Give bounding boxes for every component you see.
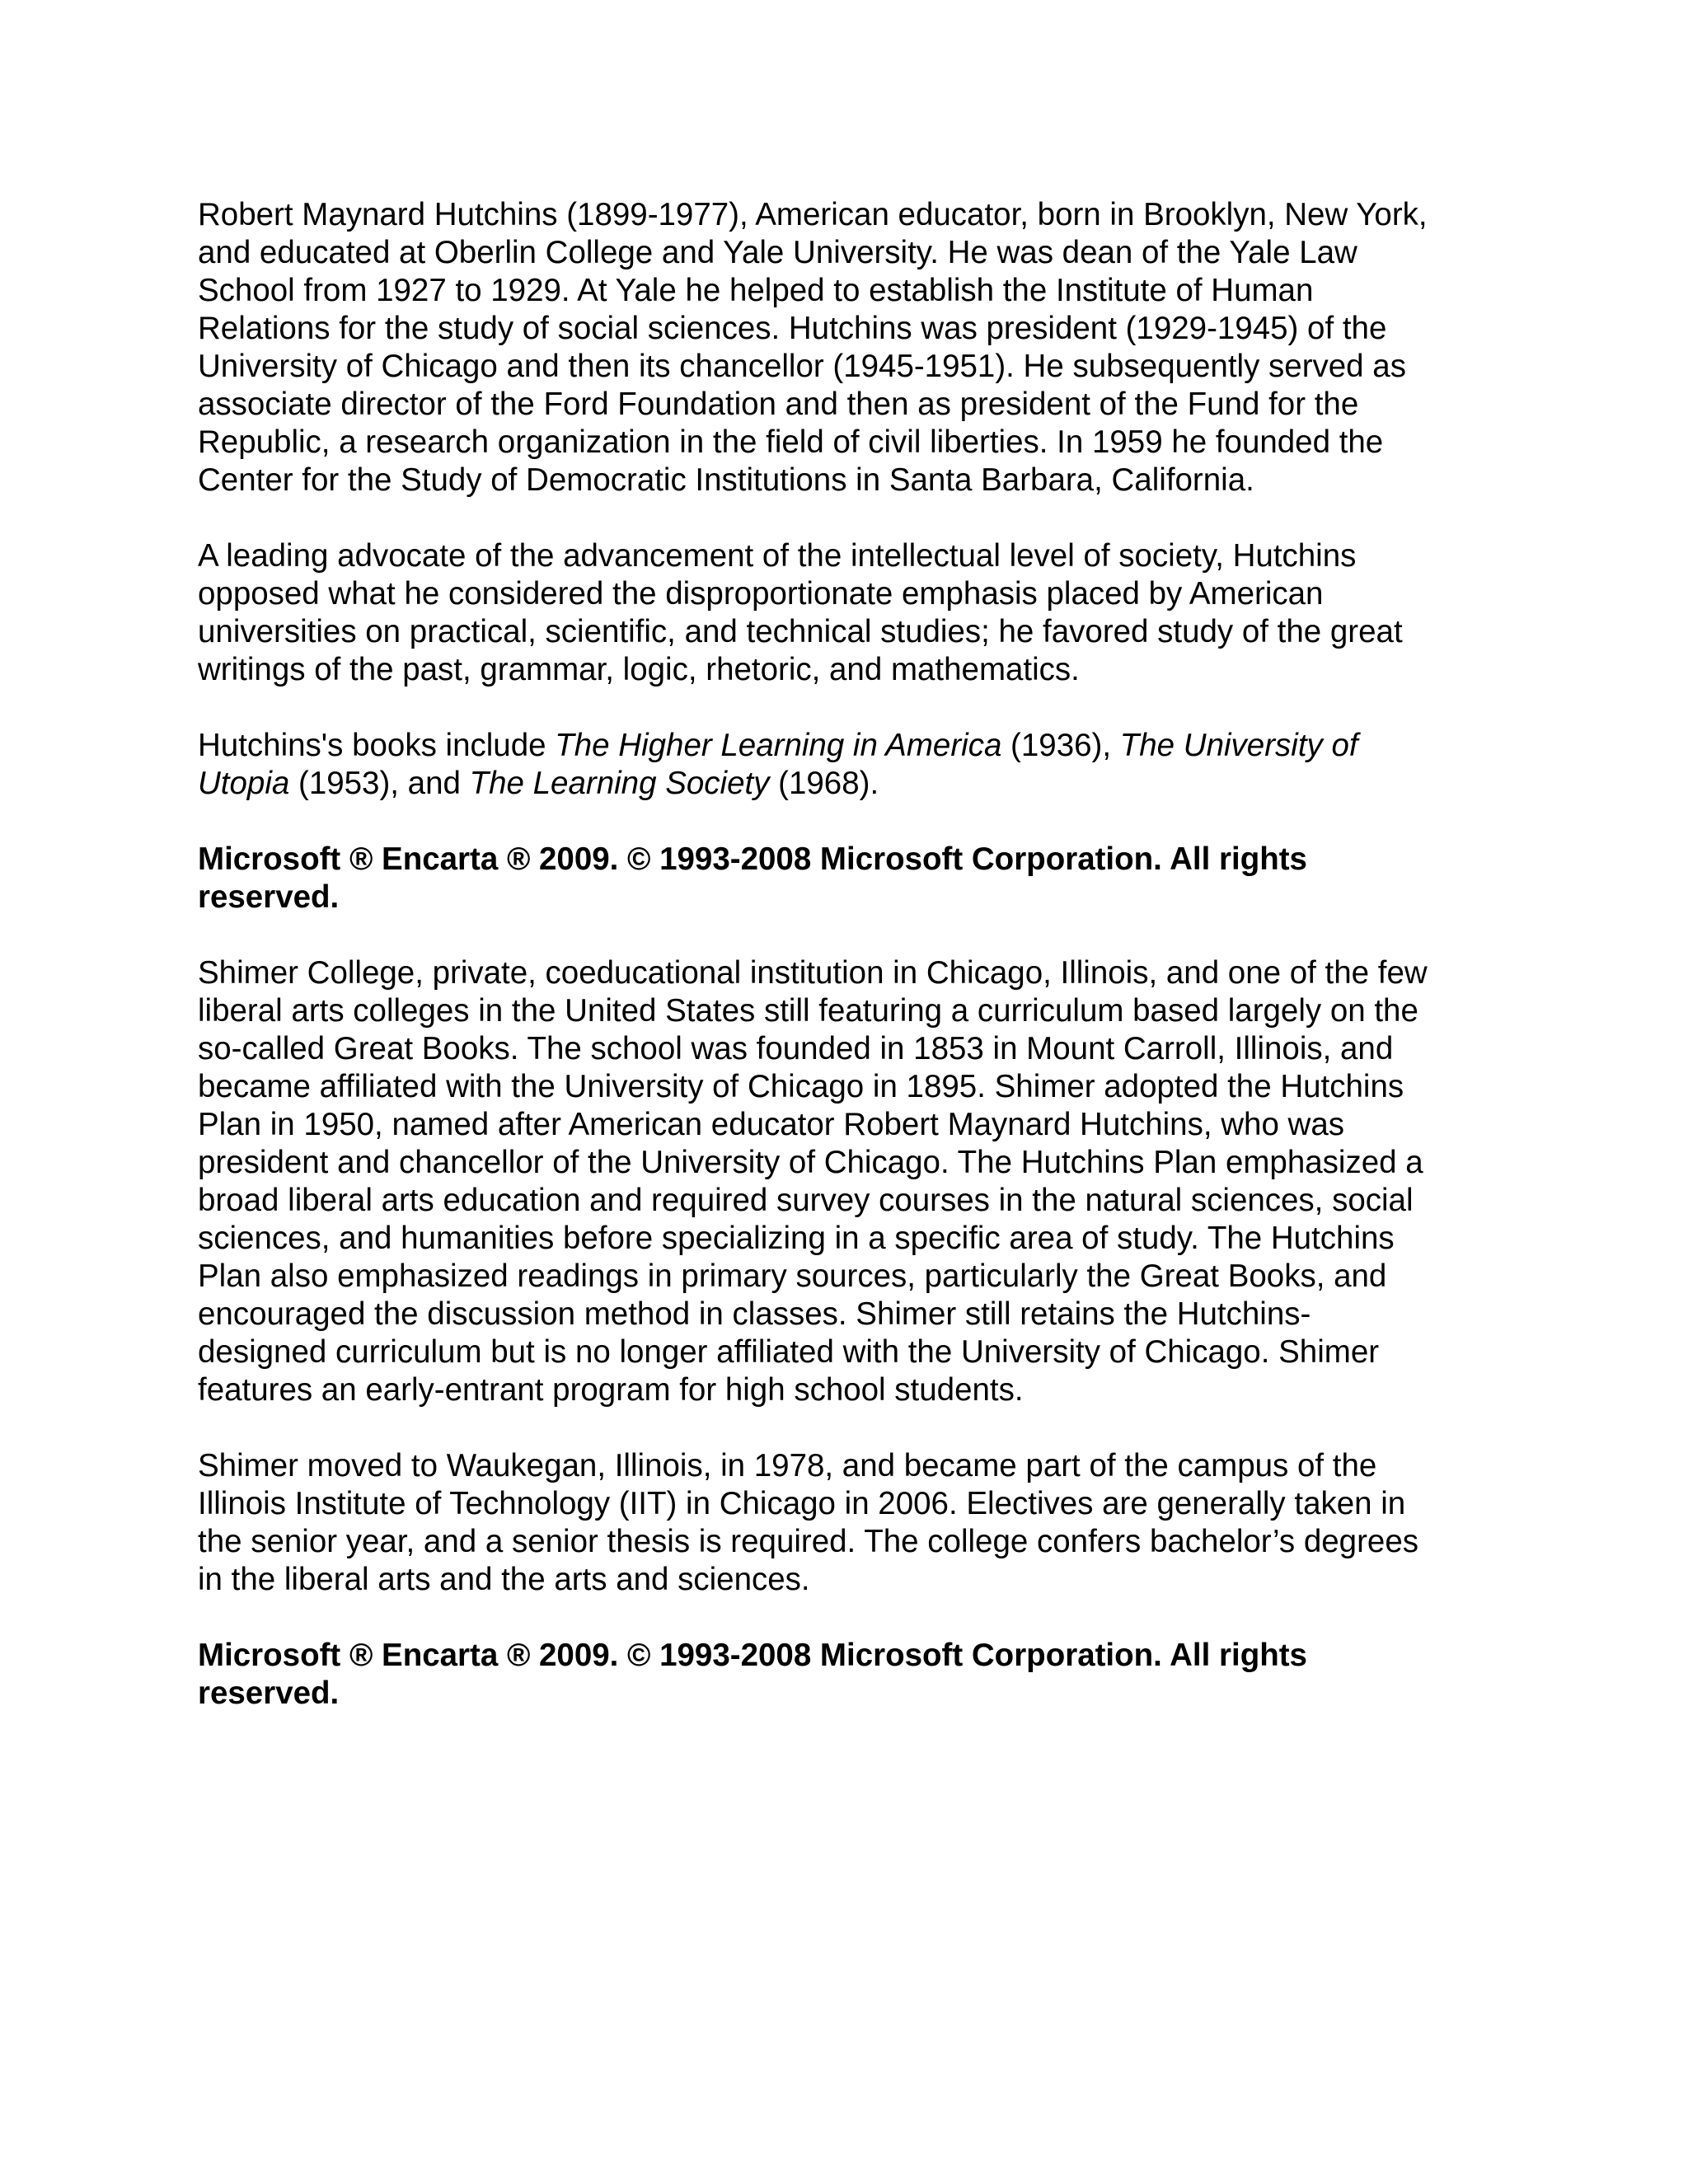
text-line: sciences, and humanities before specializing in a specific area of study. The Hutchins — [198, 1221, 1395, 1256]
text-line: School from 1927 to 1929. At Yale he helped to establish the Institute of Human — [198, 273, 1314, 308]
text-line: University of Chicago and then its chancellor (1945-1951). He subsequently served as — [198, 349, 1406, 384]
text-line: designed curriculum but is no longer affiliated with the University of Chicago. Shimer — [198, 1334, 1380, 1370]
text-line: Center for the Study of Democratic Institutions in Santa Barbara, California. — [198, 462, 1254, 498]
text-line: and educated at Oberlin College and Yale University. He was dean of the Yale Law — [198, 235, 1357, 270]
copyright-credit — [198, 1637, 1508, 1713]
book-year: (1936), — [1001, 728, 1120, 763]
text-line: broad liberal arts education and required survey courses in the natural sciences, social — [198, 1183, 1414, 1218]
books-intro: Hutchins's books include — [198, 728, 556, 763]
text-line: reserved. — [198, 1675, 340, 1711]
text-line — [198, 765, 1508, 803]
text-line: president and chancellor of the University of Chicago. The Hutchins Plan emphasized a — [198, 1145, 1423, 1180]
book-year: (1968). — [769, 766, 879, 801]
text-line: features an early-entrant program for high school students. — [198, 1372, 1024, 1408]
text-line: Republic, a research organization in the field of civil liberties. In 1959 he founded the — [198, 424, 1384, 460]
text-line: Microsoft ® Encarta ® 2009. © 1993-2008 Microsoft Corporation. All rights — [198, 841, 1307, 877]
hutchins-biography-paragraph — [198, 196, 1508, 499]
text-line: encouraged the discussion method in classes. Shimer still retains the Hutchins- — [198, 1296, 1311, 1332]
shimer-college-paragraph — [198, 954, 1508, 1409]
book-title: Utopia — [198, 766, 290, 801]
text-line: Plan in 1950, named after American educator Robert Maynard Hutchins, who was — [198, 1107, 1345, 1142]
text-line: reserved. — [198, 879, 340, 915]
text-line: became affiliated with the University of Chicago in 1895. Shimer adopted the Hutchins — [198, 1069, 1404, 1104]
books-paragraph — [198, 727, 1508, 803]
text-line: Shimer College, private, coeducational institution in Chicago, Illinois, and one of the few — [198, 955, 1428, 991]
text-line: Microsoft ® Encarta ® 2009. © 1993-2008 Microsoft Corporation. All rights — [198, 1638, 1307, 1673]
text-line: the senior year, and a senior thesis is required. The college confers bachelor’s degrees — [198, 1524, 1418, 1559]
text-line: writings of the past, grammar, logic, rhetoric, and mathematics. — [198, 652, 1080, 687]
text-line: Robert Maynard Hutchins (1899-1977), American educator, born in Brooklyn, New York, — [198, 197, 1428, 232]
text-line: Illinois Institute of Technology (IIT) in Chicago in 2006. Electives are generally taken in — [198, 1486, 1406, 1521]
text-line: universities on practical, scientific, and technical studies; he favored study of the great — [198, 614, 1403, 649]
text-line: liberal arts colleges in the United States still featuring a curriculum based largely on the — [198, 993, 1418, 1029]
text-line: opposed what he considered the disproportionate emphasis placed by American — [198, 576, 1324, 612]
book-title: The University of — [1119, 728, 1358, 763]
text-line — [198, 727, 1508, 765]
advocate-paragraph — [198, 537, 1508, 689]
text-line: in the liberal arts and the arts and sciences. — [198, 1562, 810, 1597]
text-line: associate director of the Ford Foundation and then as president of the Fund for the — [198, 387, 1359, 422]
book-title: The Higher Learning in America — [555, 728, 1002, 763]
text-line: so-called Great Books. The school was founded in 1853 in Mount Carroll, Illinois, and — [198, 1031, 1394, 1066]
text-line: Shimer moved to Waukegan, Illinois, in 1978, and became part of the campus of the — [198, 1448, 1377, 1483]
text-line: Plan also emphasized readings in primary sources, particularly the Great Books, and — [198, 1258, 1387, 1294]
text-line: Relations for the study of social sciences. Hutchins was president (1929-1945) of the — [198, 311, 1387, 346]
book-year: (1953), and — [289, 766, 470, 801]
waukegan-paragraph — [198, 1447, 1508, 1599]
copyright-credit — [198, 841, 1508, 916]
text-line: A leading advocate of the advancement of the intellectual level of society, Hutchins — [198, 538, 1357, 574]
document-page — [198, 196, 1508, 1750]
book-title: The Learning Society — [469, 766, 770, 801]
